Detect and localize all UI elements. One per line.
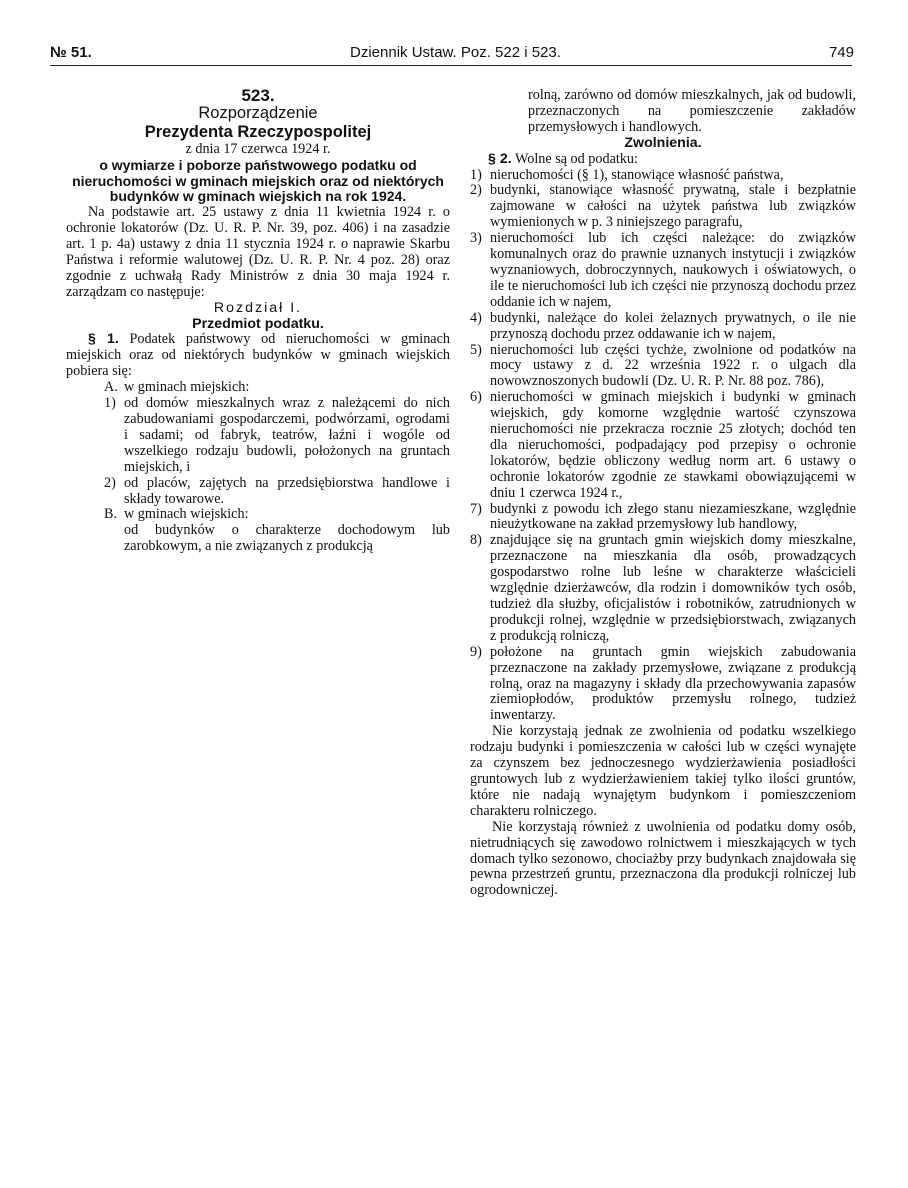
chapter-label: Rozdział I.	[213, 299, 303, 316]
list-item	[66, 476, 450, 508]
item-number: 1)	[470, 166, 482, 183]
left-column	[66, 88, 450, 555]
act-title-line2: Prezydenta Rzeczypospolitej	[144, 122, 372, 141]
item-number: 6)	[470, 389, 482, 406]
item-text: budynki z powodu ich złego stanu niezamieszkane, względnie nieużytkowane na zakład przemysłowy lub handlowy,	[490, 500, 856, 533]
act-number: 523.	[241, 86, 275, 105]
part-a-heading	[66, 380, 450, 396]
item-text: budynki, stanowiące własność prywatną, stale i bezpłatnie zajmowane w całości na użytek państwa lub związków wymienionych w p. 3 niniejszego paragrafu,	[490, 182, 856, 231]
continuation-text: rolną, zarówno od domów mieszkalnych, jak od budowli, przeznaczonych na pomieszczenie zakładów przemysłowych i handlowych.	[528, 87, 856, 135]
list-item	[470, 231, 856, 311]
exemption-list	[470, 168, 856, 725]
section-2	[470, 152, 856, 168]
act-subject: o wymiarze i poborze państwowego podatku od nieruchomości w gminach miejskich oraz od niektórych budynków w gminach wiejskich na rok 1924.	[72, 156, 444, 205]
part-b-mark: B.	[104, 506, 118, 523]
list-item	[470, 645, 856, 725]
act-date: z dnia 17 czerwca 1924 r.	[185, 140, 331, 157]
journal-title: Dziennik Ustaw. Poz. 522 i 523.	[350, 44, 561, 61]
item-text: znajdujące się na gruntach gmin wiejskich domy mieszkalne, przeznaczone na mieszkania dla osób, prowadzących gospodarstwo rolne lub leśne w charakterze właścicieli względnie dzierżawców, dla rodzin i domowników tych osób, tudzież dla służby, oficjalistów i robotników, zatrudnionych w produkcji rolnej, względnie w przedsiębiorstwach, związanych z produkcją rolniczą,	[490, 532, 856, 644]
item-number: 3)	[470, 230, 482, 247]
part-b-body: od budynków o charakterze dochodowym lub zarobkowym, a nie związanych z produkcją	[124, 522, 450, 555]
item-text: budynki, należące do kolei żelaznych prywatnych, o ile nie przynoszą dochodu przez oddawanie ich w najem,	[490, 309, 856, 342]
issue-number: № 51.	[50, 44, 92, 61]
paragraph: Nie korzystają również z uwolnienia od podatku domy osób, nietrudniących się zawodowo rolnictwem i mieszkających w tych domach tylko sezonowo, chociażby przy budynkach znajdowała się pewna przestrzeń gruntu, przeznaczona dla produkcji rolniczej lub ogrodowniczej.	[470, 818, 856, 899]
item-text: nieruchomości (§ 1), stanowiące własność państwa,	[490, 166, 784, 183]
item-number: 1)	[104, 395, 116, 412]
list-item	[470, 343, 856, 391]
list-item	[470, 183, 856, 231]
right-column	[470, 88, 856, 899]
part-a-mark: A.	[104, 379, 118, 396]
section-2-text: Wolne są od podatku:	[514, 150, 638, 167]
item-number: 7)	[470, 500, 482, 517]
item-text: nieruchomości lub ich części należące: do związków komunalnych oraz do prawnie uznanych instytucji i związków wyznaniowych, dobroczynnych, naukowych i oświatowych, o ile te nieruchomości lub ich części nie przynoszą dochodu przez oddanie ich w najem,	[490, 230, 856, 310]
item-text: od domów mieszkalnych wraz z należącemi do nich zabudowaniami gospodarczemi, podwórzami, ogrodami i sadami; od fabryk, teatrów, łaźni i wogóle od wszelkiego rodzaju budowli, położonych na gruntach miejskich, i	[124, 395, 450, 475]
preamble: Na podstawie art. 25 ustawy z dnia 11 kwietnia 1924 r. o ochronie lokatorów (Dz. U. R. P. Nr. 39, poz. 406) i na zasadzie art. 1 p. 4a) ustawy z dnia 11 stycznia 1924 r. o naprawie Skarbu Państwa i reformie walutowej (Dz. U. R. P. Nr. 4 poz. 28) oraz zgodnie z uchwałą Rady Ministrów z dnia 30 maja 1924 r. zarządzam co następuje:	[66, 204, 450, 300]
item-number: 9)	[470, 643, 482, 660]
header-rule	[50, 65, 852, 66]
list-item	[66, 396, 450, 476]
act-title-line1: Rozporządzenie	[198, 103, 318, 122]
list-item	[470, 502, 856, 534]
item-text: położone na gruntach gmin wiejskich zabudowania przeznaczone na zakłady przemysłowe, związane z produkcją rolną, oraz na magazyny i składy dla przechowywania zapasów ziemiopłodów, produktów przemysłu rolnego, tudzież inwentarzy.	[490, 643, 856, 724]
page-header	[50, 44, 854, 66]
list-item	[470, 168, 856, 184]
list-item	[470, 390, 856, 501]
item-number: 5)	[470, 341, 482, 358]
item-number: 8)	[470, 532, 482, 549]
item-text: od placów, zajętych na przedsiębiorstwa handlowe i składy towarowe.	[124, 474, 450, 507]
part-b-heading	[66, 507, 450, 523]
section-2-mark: § 2.	[488, 150, 512, 167]
item-text: nieruchomości lub części tychże, zwolnione od podatków na mocy ustawy z d. 22 września 1922 r. o ulgach dla nowowznoszonych budowli (Dz. U. R. P. Nr. 88 poz. 786),	[490, 341, 856, 390]
list-item	[470, 311, 856, 343]
chapter-title: Przedmiot podatku.	[192, 315, 324, 332]
section-heading-exemptions: Zwolnienia.	[624, 134, 702, 151]
part-a-text: w gminach miejskich:	[124, 379, 250, 396]
page-number: 749	[828, 44, 854, 61]
item-number: 2)	[470, 182, 482, 199]
section-1-text: Podatek państwowy od nieruchomości w gminach miejskich oraz od niektórych budynków w gminach wiejskich pobiera się:	[66, 331, 450, 380]
list-item	[470, 533, 856, 644]
item-text: nieruchomości w gminach miejskich i budynki w gminach wiejskich, gdy komorne względnie wartość czynszowa nieruchomości nie przekracza rocznie 25 złotych; dochód ten dla nieruchomości, podpadający pod przepisy o ochronie lokatorów, będzie obliczony według norm art. 6 ustawy o ochronie lokatorów zgodnie ze stawkami obowiązującemi w dniu 1 czerwca 1924 r.,	[490, 389, 856, 501]
item-number: 4)	[470, 309, 482, 326]
section-1	[66, 332, 450, 380]
section-1-mark: § 1.	[88, 331, 119, 348]
item-number: 2)	[104, 474, 116, 491]
part-b-text: w gminach wiejskich:	[124, 506, 249, 523]
paragraph: Nie korzystają jednak ze zwolnienia od podatku wszelkiego rodzaju budynki i pomieszczenia w całości lub w części wynajęte za czynszem bez jednoczesnego wydzierżawienia posiadłości gruntowych lub z wydzierżawieniem takiej tylko ilości gruntów, które nie nadają wynajętym budynkom i pomieszczeniom charakteru rolniczego.	[470, 723, 856, 819]
